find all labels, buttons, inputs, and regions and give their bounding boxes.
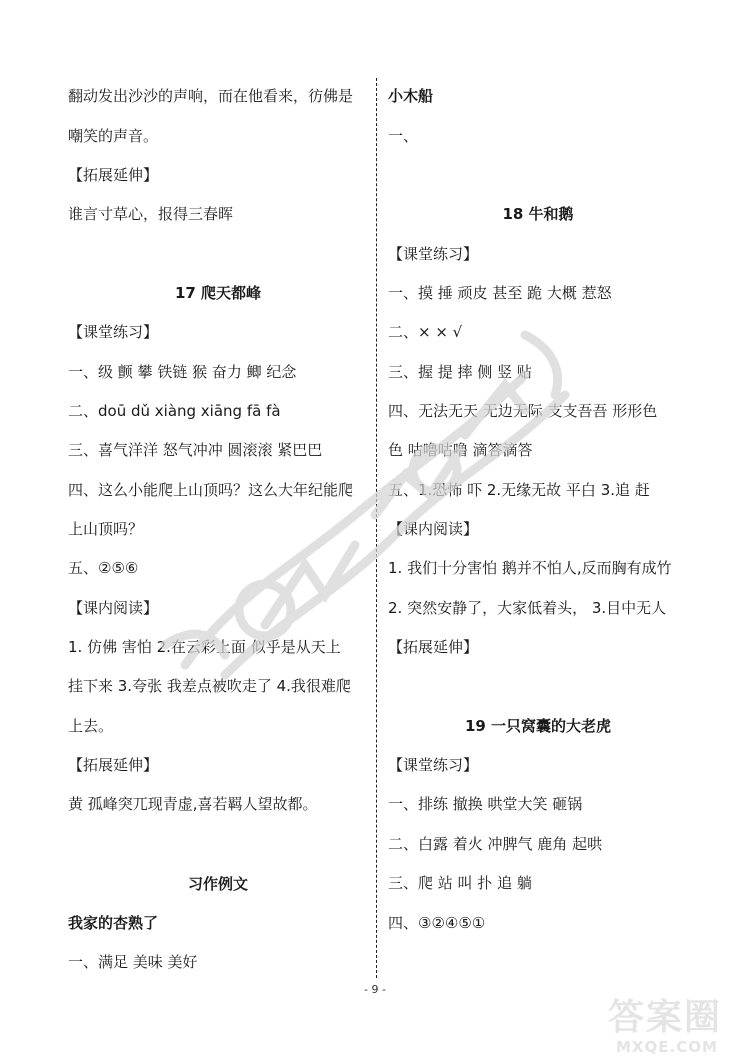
section-heading: 【拓展延伸】 [68, 166, 159, 184]
site-watermark [608, 997, 748, 1058]
text-line: 一、摸 捶 顽皮 甚至 跪 大概 惹怒 [388, 284, 612, 302]
text-line: 2. 突然安静了，大家低着头， 3.目中无人 [388, 599, 667, 617]
lesson-title: 19 一只窝囊的大老虎 [464, 717, 612, 735]
text-line: 五、②⑤⑥ [68, 559, 139, 577]
essay-subtitle: 我家的杏熟了 [68, 914, 159, 932]
text-line: 上去。 [68, 717, 114, 735]
page-number: - 9 - [364, 983, 386, 996]
text-line: 四、这么小能爬上山顶吗？这么大年纪能爬 [68, 481, 354, 499]
section-heading: 【课内阅读】 [68, 599, 159, 617]
text-line: 三、爬 站 叫 扑 追 躺 [388, 874, 532, 892]
lesson-title: 18 牛和鹅 [502, 205, 574, 223]
text-line: 一、排练 撤换 哄堂大笑 砸锅 [388, 795, 583, 813]
section-heading: 【课堂练习】 [388, 245, 479, 263]
text-line: 一、满足 美味 美好 [68, 953, 198, 971]
text-line: 嘲笑的声音。 [68, 127, 159, 145]
text-line: 四、③②④⑤① [388, 914, 486, 932]
watermark-url: MXQE.COM [616, 1038, 718, 1056]
text-line: 谁言寸草心，报得三春晖 [68, 205, 234, 223]
text-line: 上山顶吗？ [68, 520, 144, 538]
section-heading: 【课堂练习】 [68, 323, 159, 341]
section-heading: 【拓展延伸】 [68, 756, 159, 774]
text-line: 一、 [388, 127, 419, 145]
text-line: 一、级 颤 攀 铁链 猴 奋力 鲫 纪念 [68, 363, 297, 381]
text-line: 翻动发出沙沙的声响，而在他看来，彷佛是 [68, 87, 354, 105]
text-line: 二、doū dǔ xiàng xiāng fā fà [68, 402, 281, 420]
text-line: 三、喜气洋洋 怒气冲冲 圆滚滚 紧巴巴 [68, 441, 323, 459]
text-line: 色 咕噜咕噜 滴答滴答 [388, 441, 533, 459]
section-heading: 【拓展延伸】 [388, 638, 479, 656]
text-line: 二、白露 着火 冲脾气 鹿角 起哄 [388, 835, 603, 853]
text-line: 三、握 提 摔 侧 竖 贴 [388, 363, 532, 381]
text-line: 二、× × √ [388, 323, 463, 341]
text-line: 1. 我们十分害怕 鹅并不怕人,反而胸有成竹 [388, 559, 672, 577]
text-line: 四、无法无天 无边无际 支支吾吾 形形色 [388, 402, 658, 420]
text-line: 1. 仿佛 害怕 2.在云彩上面 似乎是从天上 [68, 638, 341, 656]
section-title: 小木船 [388, 87, 434, 105]
watermark-logo-text: 答案圈 [608, 997, 723, 1038]
text-line: 五、1.恐怖 吓 2.无缘无故 平白 3.追 赶 [388, 481, 650, 499]
section-heading: 【课内阅读】 [388, 520, 479, 538]
essay-title: 习作例文 [187, 875, 248, 893]
text-line: 挂下来 3.夸张 我差点被吹走了 4.我很难爬 [68, 677, 351, 695]
lesson-title: 17 爬天都峰 [174, 284, 262, 302]
text-line: 黄 孤峰突兀现青虚,喜若羁人望故都。 [68, 795, 318, 813]
section-heading: 【课堂练习】 [388, 756, 479, 774]
column-divider [376, 78, 377, 978]
